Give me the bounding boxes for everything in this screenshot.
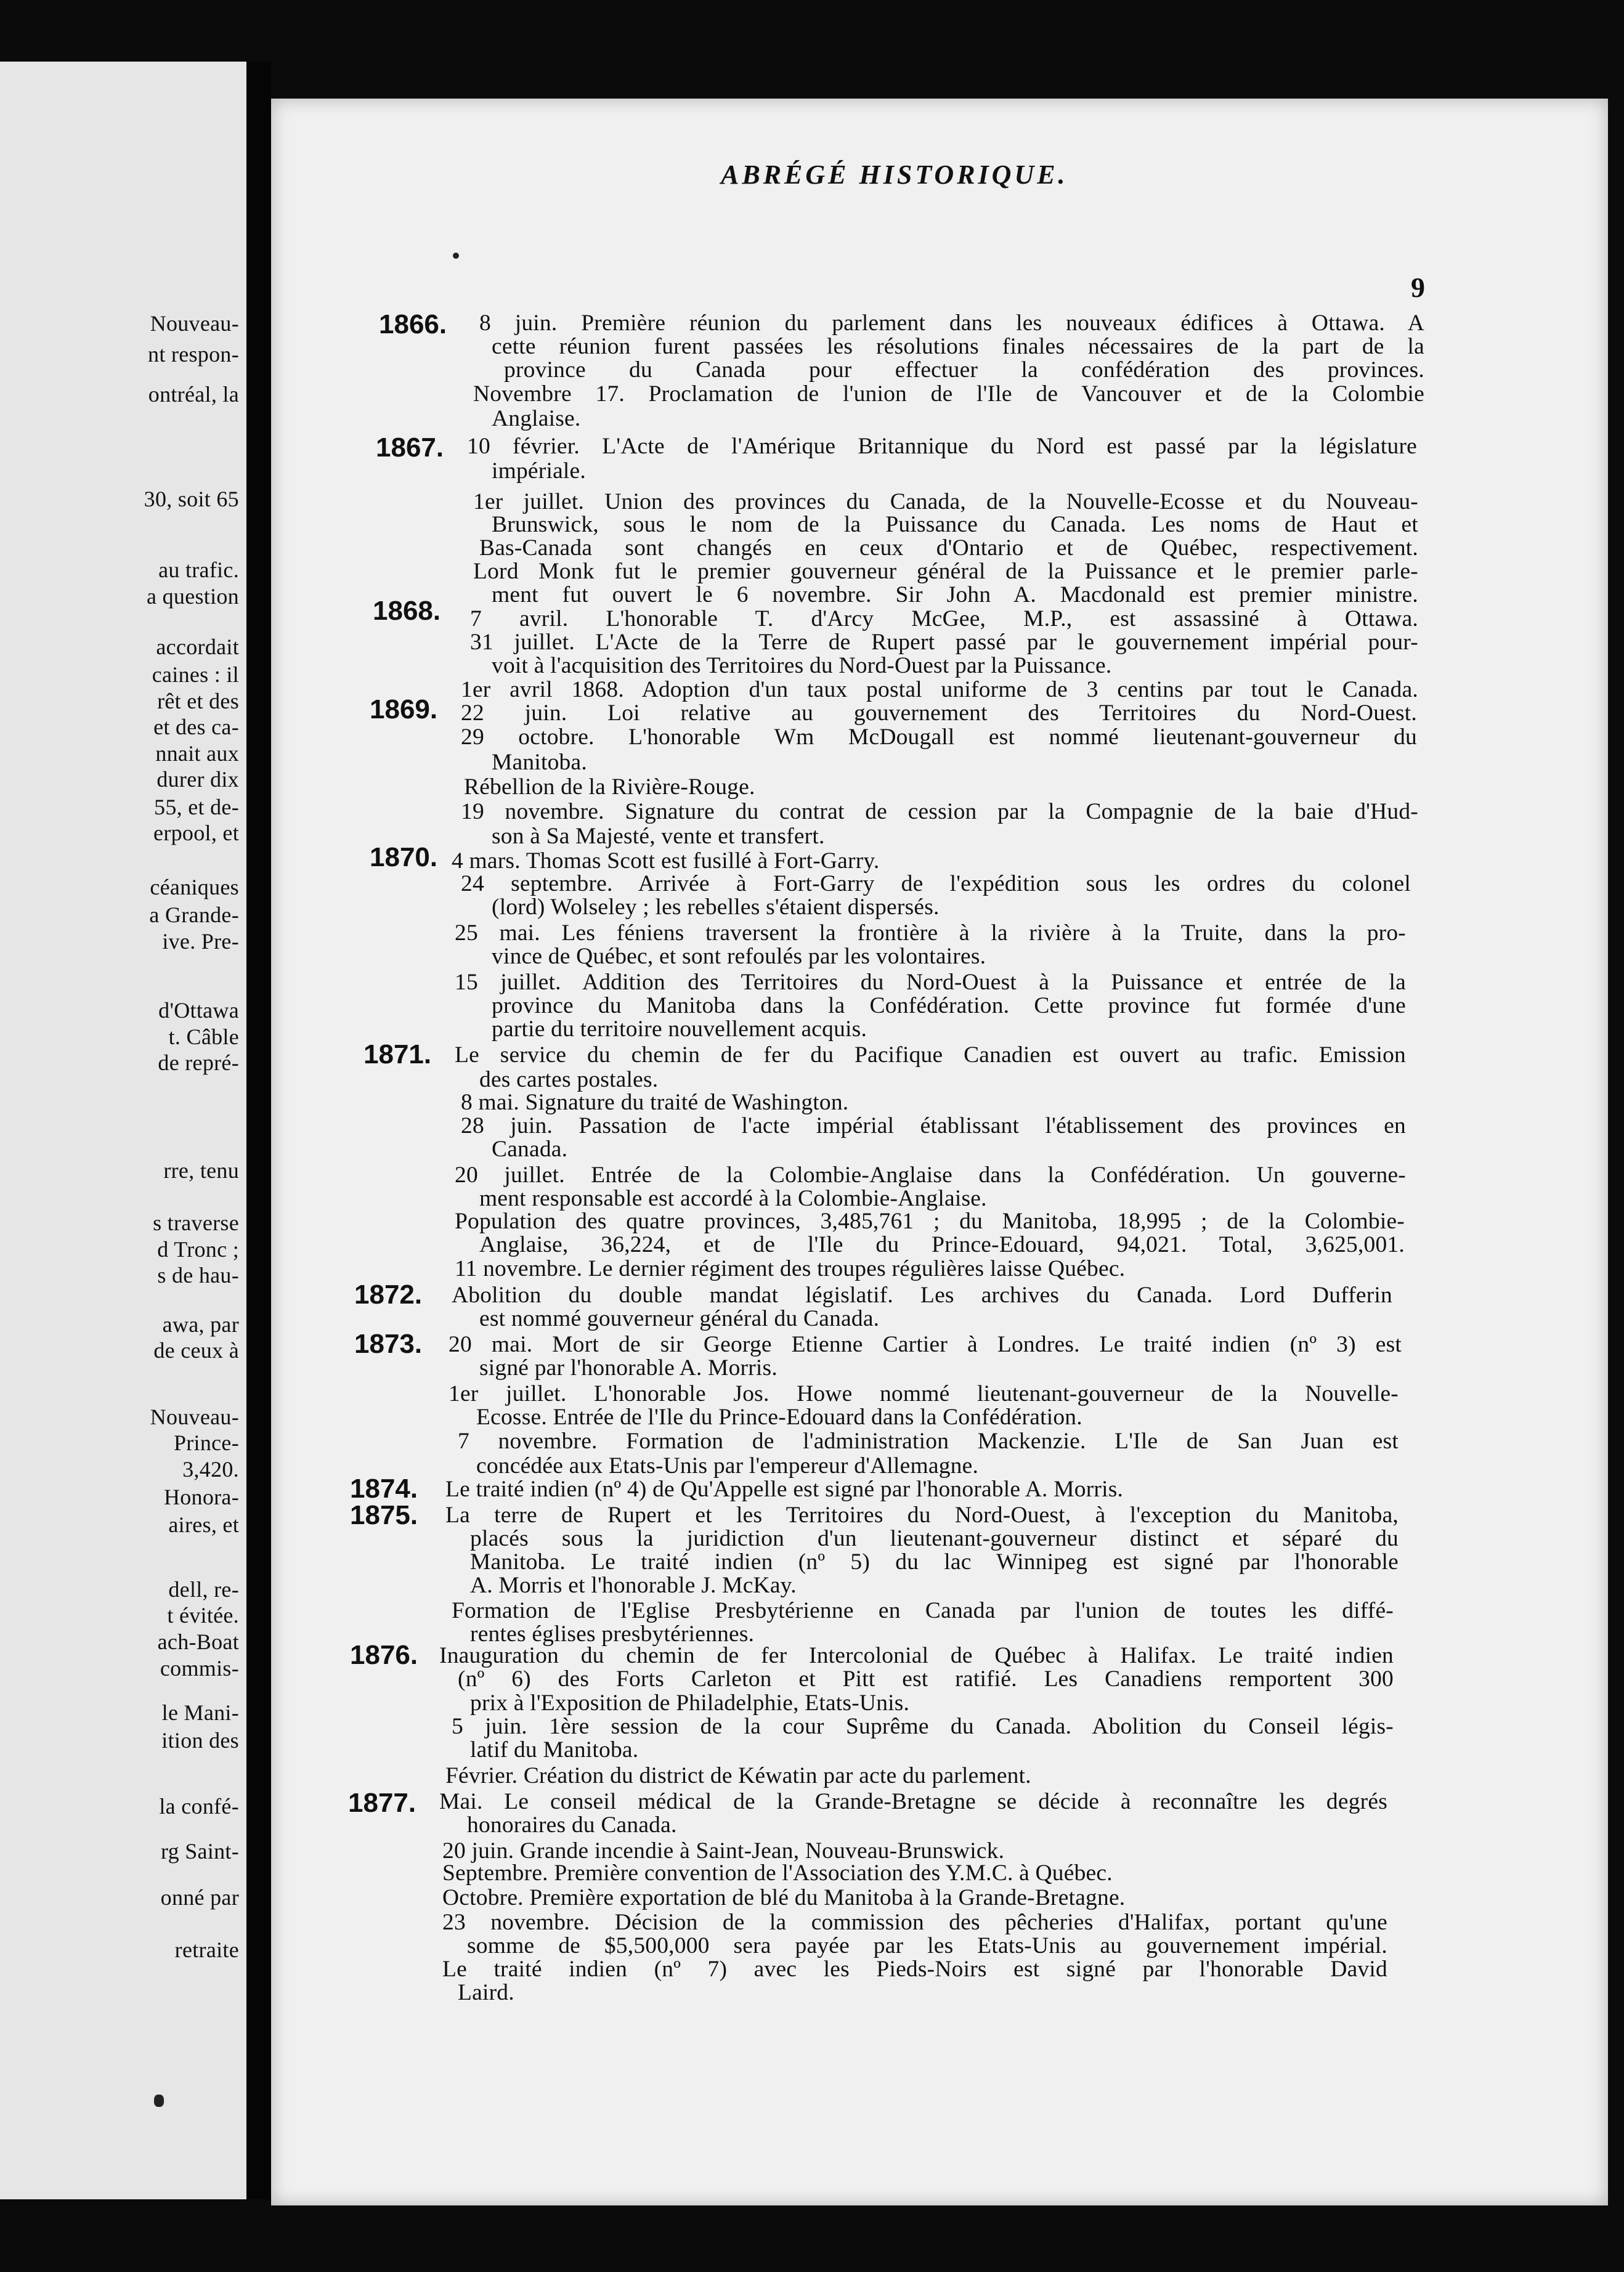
chronology-line: ment responsable est accordé à la Colombie-Anglaise. <box>479 1186 987 1211</box>
left-page-text-fragment: nt respon- <box>148 342 239 367</box>
left-page-text-fragment: au trafic. <box>158 558 239 582</box>
left-page-text-fragment: rg Saint- <box>160 1839 239 1864</box>
chronology-line: Canada. <box>492 1137 568 1162</box>
year-heading: 1874. <box>350 1474 418 1504</box>
left-page-text-fragment: la confé- <box>159 1794 239 1819</box>
year-heading: 1872. <box>354 1280 423 1310</box>
left-page-text-fragment: s traverse <box>153 1211 239 1235</box>
chronology-line: 25 mai. Les féniens traversent la frontière à la rivière à la Truite, dans la pro- <box>455 920 1406 946</box>
year-heading: 1875. <box>350 1500 418 1530</box>
left-page-text-fragment: commis- <box>160 1656 239 1681</box>
chronology-line: (nº 6) des Forts Carleton et Pitt est ratifié. Les Canadiens remportent 300 <box>458 1666 1394 1692</box>
chronology-line: Lord Monk fut le premier gouverneur général de la Puissance et le premier parle- <box>473 559 1418 584</box>
chronology-line: 7 novembre. Formation de l'administration Mackenzie. L'Ile de San Juan est <box>458 1429 1399 1454</box>
left-page-text-fragment: et des ca- <box>153 715 239 739</box>
chronology-line: Laird. <box>458 1980 514 2005</box>
chronology-line: Manitoba. Le traité indien (nº 5) du lac Winnipeg est signé par l'honorable <box>470 1549 1399 1575</box>
chronology-line: 20 juillet. Entrée de la Colombie-Anglaise dans la Confédération. Un gouverne- <box>455 1162 1406 1188</box>
chronology-line: Brunswick, sous le nom de la Puissance du Canada. Les noms de Haut et <box>492 512 1418 537</box>
chronology-line: somme de $5,500,000 sera payée par les Etats-Unis au gouvernement impérial. <box>467 1933 1387 1958</box>
chronology-line: 1er juillet. L'honorable Jos. Howe nommé lieutenant-gouverneur de la Nouvelle- <box>449 1381 1399 1406</box>
chronology-line: des cartes postales. <box>479 1067 659 1092</box>
left-page-text-fragment: a Grande- <box>149 903 239 927</box>
left-facing-page <box>0 62 246 2199</box>
left-page-text-fragment: de repré- <box>158 1050 239 1075</box>
chronology-line: Bas-Canada sont changés en ceux d'Ontario et de Québec, respectivement. <box>479 535 1418 561</box>
running-head: ABRÉGÉ HISTORIQUE. <box>721 160 1068 190</box>
chronology-line: 23 novembre. Décision de la commission des pêcheries d'Halifax, portant qu'une <box>442 1910 1387 1935</box>
chronology-line: Le traité indien (nº 4) de Qu'Appelle est signé par l'honorable A. Morris. <box>445 1477 1124 1502</box>
chronology-line: Abolition du double mandat législatif. Les archives du Canada. Lord Dufferin <box>452 1283 1392 1308</box>
left-page-text-fragment: durer dix <box>156 767 239 792</box>
chronology-line: latif du Manitoba. <box>470 1737 639 1763</box>
chronology-line: voit à l'acquisition des Territoires du Nord-Ouest par la Puissance. <box>492 653 1112 678</box>
chronology-line: Formation de l'Eglise Presbytérienne en Canada par l'union de toutes les diffé- <box>452 1598 1394 1623</box>
left-page-text-fragment: ontréal, la <box>148 382 239 407</box>
left-page-text-fragment: d Tronc ; <box>157 1237 239 1262</box>
left-page-text-fragment: ive. Pre- <box>162 929 239 954</box>
chronology-line: Rébellion de la Rivière-Rouge. <box>464 774 755 800</box>
left-page-text-fragment: aires, et <box>168 1512 239 1537</box>
chronology-line: partie du territoire nouvellement acquis. <box>492 1016 867 1042</box>
chronology-line: Octobre. Première exportation de blé du Manitoba à la Grande-Bretagne. <box>442 1885 1126 1910</box>
chronology-line: Manitoba. <box>492 750 587 775</box>
left-page-text-fragment: nnait aux <box>155 741 239 766</box>
ink-speck <box>453 253 459 259</box>
chronology-line: rentes églises presbytériennes. <box>470 1621 755 1647</box>
chronology-line: cette réunion furent passées les résolutions finales nécessaires de la part de la <box>492 334 1424 359</box>
chronology-line: 22 juin. Loi relative au gouvernement des Territoires du Nord-Ouest. <box>461 700 1417 726</box>
left-page-text-fragment: t. Câble <box>168 1024 239 1049</box>
chronology-line: Le service du chemin de fer du Pacifique Canadien est ouvert au trafic. Emission <box>455 1042 1406 1068</box>
year-heading: 1869. <box>370 694 438 724</box>
chronology-line: 7 avril. L'honorable T. d'Arcy McGee, M.P., est assassiné à Ottawa. <box>470 606 1418 631</box>
chronology-line: province du Canada pour effectuer la confédération des provinces. <box>504 357 1424 383</box>
left-page-text-fragment: Prince- <box>173 1430 239 1455</box>
left-page-text-fragment: céaniques <box>150 875 239 899</box>
left-page-text-fragment: awa, par <box>162 1312 239 1337</box>
chronology-line: La terre de Rupert et les Territoires du Nord-Ouest, à l'exception du Manitoba, <box>445 1503 1399 1528</box>
chronology-line: 8 mai. Signature du traité de Washington. <box>461 1090 849 1115</box>
chronology-line: concédée aux Etats-Unis par l'empereur d'Allemagne. <box>476 1453 979 1479</box>
chronology-line: 15 juillet. Addition des Territoires du Nord-Ouest à la Puissance et entrée de la <box>455 970 1406 995</box>
chronology-line: impériale. <box>492 458 586 484</box>
left-page-text-fragment: 3,420. <box>182 1457 239 1482</box>
year-heading: 1870. <box>370 842 438 872</box>
chronology-line: Anglaise. <box>492 406 581 431</box>
left-page-text-fragment: s de hau- <box>157 1263 239 1288</box>
chronology-line: (lord) Wolseley ; les rebelles s'étaient dispersés. <box>492 895 940 920</box>
chronology-line: son à Sa Majesté, vente et transfert. <box>492 824 825 849</box>
chronology-line: 8 juin. Première réunion du parlement dans les nouveaux édifices à Ottawa. A <box>479 310 1424 336</box>
chronology-line: Inauguration du chemin de fer Intercolonial de Québec à Halifax. Le traité indien <box>439 1643 1394 1668</box>
chronology-line: 4 mars. Thomas Scott est fusillé à Fort-Garry. <box>452 848 880 874</box>
year-heading: 1876. <box>350 1640 418 1670</box>
year-heading: 1866. <box>379 309 447 339</box>
chronology-line: 24 septembre. Arrivée à Fort-Garry de l'expédition sous les ordres du colonel <box>461 871 1411 896</box>
left-page-text-fragment: 55, et de- <box>154 795 239 819</box>
year-heading: 1873. <box>354 1329 423 1359</box>
left-page-text-fragment: dell, re- <box>168 1577 239 1602</box>
left-page-text-fragment: rêt et des <box>157 689 239 713</box>
left-page-text-fragment: onné par <box>160 1885 239 1910</box>
chronology-line: Novembre 17. Proclamation de l'union de l'Ile de Vancouver et de la Colombie <box>473 381 1424 407</box>
chronology-line: 20 juin. Grande incendie à Saint-Jean, Nouveau-Brunswick. <box>442 1838 1005 1864</box>
chronology-line: vince de Québec, et sont refoulés par les volontaires. <box>492 944 986 969</box>
chronology-line: honoraires du Canada. <box>467 1812 677 1838</box>
left-page-text-fragment: accordait <box>156 635 239 659</box>
chronology-line: 31 juillet. L'Acte de la Terre de Rupert passé par le gouvernement impérial pour- <box>470 630 1418 655</box>
chronology-line: 5 juin. 1ère session de la cour Suprême du Canada. Abolition du Conseil légis- <box>452 1714 1394 1739</box>
left-page-text-fragment: Nouveau- <box>150 1405 239 1429</box>
left-page-text-fragment: d'Ottawa <box>158 998 239 1023</box>
year-heading: 1871. <box>363 1039 432 1069</box>
chronology-line: Mai. Le conseil médical de la Grande-Bretagne se décide à reconnaître les degrés <box>439 1789 1387 1814</box>
chronology-line: est nommé gouverneur général du Canada. <box>479 1306 880 1331</box>
chronology-line: 10 février. L'Acte de l'Amérique Britannique du Nord est passé par la législature <box>467 434 1417 459</box>
chronology-line: 1er juillet. Union des provinces du Canada, de la Nouvelle-Ecosse et du Nouveau- <box>473 489 1418 514</box>
left-page-text-fragment: Nouveau- <box>150 311 239 336</box>
chronology-line: ment fut ouvert le 6 novembre. Sir John A. Macdonald est premier ministre. <box>492 582 1418 607</box>
year-heading: 1867. <box>376 432 444 463</box>
chronology-line: 19 novembre. Signature du contrat de cession par la Compagnie de la baie d'Hud- <box>461 799 1418 824</box>
chronology-line: placés sous la juridiction d'un lieutenant-gouverneur distinct et séparé du <box>470 1526 1399 1551</box>
chronology-line: prix à l'Exposition de Philadelphie, Etats-Unis. <box>470 1690 910 1716</box>
left-page-text-fragment: a question <box>147 584 239 609</box>
chronology-line: province du Manitoba dans la Confédération. Cette province fut formée d'une <box>492 993 1406 1018</box>
chronology-line: Le traité indien (nº 7) avec les Pieds-Noirs est signé par l'honorable David <box>442 1957 1387 1982</box>
chronology-line: Population des quatre provinces, 3,485,761 ; du Manitoba, 18,995 ; de la Colombie- <box>455 1209 1405 1234</box>
chronology-line: 1er avril 1868. Adoption d'un taux postal uniforme de 3 centins par tout le Canada. <box>461 677 1418 702</box>
chronology-line: Septembre. Première convention de l'Association des Y.M.C. à Québec. <box>442 1860 1113 1886</box>
chronology-line: Février. Création du district de Kéwatin par acte du parlement. <box>445 1763 1031 1788</box>
left-page-text-fragment: caines : il <box>152 662 239 687</box>
year-heading: 1877. <box>348 1788 416 1818</box>
left-page-text-fragment: t évitée. <box>167 1603 239 1628</box>
left-page-text-fragment: erpool, et <box>153 821 239 845</box>
book-gutter <box>246 62 271 2199</box>
chronology-line: signé par l'honorable A. Morris. <box>479 1355 777 1381</box>
chronology-line: 28 juin. Passation de l'acte impérial établissant l'établissement des provinces en <box>461 1113 1406 1138</box>
left-page-text-fragment: rre, tenu <box>163 1158 239 1183</box>
chronology-line: 11 novembre. Le dernier régiment des troupes régulières laisse Québec. <box>455 1256 1126 1281</box>
chronology-line: Anglaise, 36,224, et de l'Ile du Prince-Edouard, 94,021. Total, 3,625,001. <box>479 1232 1405 1257</box>
left-page-text-fragment: 30, soit 65 <box>144 487 239 511</box>
left-page-text-fragment: retraite <box>174 1937 239 1962</box>
left-page-text-fragment: de ceux à <box>153 1338 239 1363</box>
left-page-text-fragment: Honora- <box>163 1485 239 1509</box>
chronology-line: 20 mai. Mort de sir George Etienne Cartier à Londres. Le traité indien (nº 3) est <box>449 1332 1402 1357</box>
left-page-text-fragment: ach-Boat <box>157 1629 239 1654</box>
ink-speck <box>154 2095 164 2107</box>
page-number: 9 <box>1411 272 1425 303</box>
chronology-line: Ecosse. Entrée de l'Ile du Prince-Edouard dans la Confédération. <box>476 1405 1082 1430</box>
left-page-text-fragment: le Mani- <box>161 1700 239 1725</box>
year-heading: 1868. <box>373 596 441 626</box>
chronology-line: A. Morris et l'honorable J. McKay. <box>470 1573 797 1598</box>
chronology-line: 29 octobre. L'honorable Wm McDougall est nommé lieutenant-gouverneur du <box>461 724 1417 750</box>
left-page-text-fragment: ition des <box>161 1728 239 1753</box>
